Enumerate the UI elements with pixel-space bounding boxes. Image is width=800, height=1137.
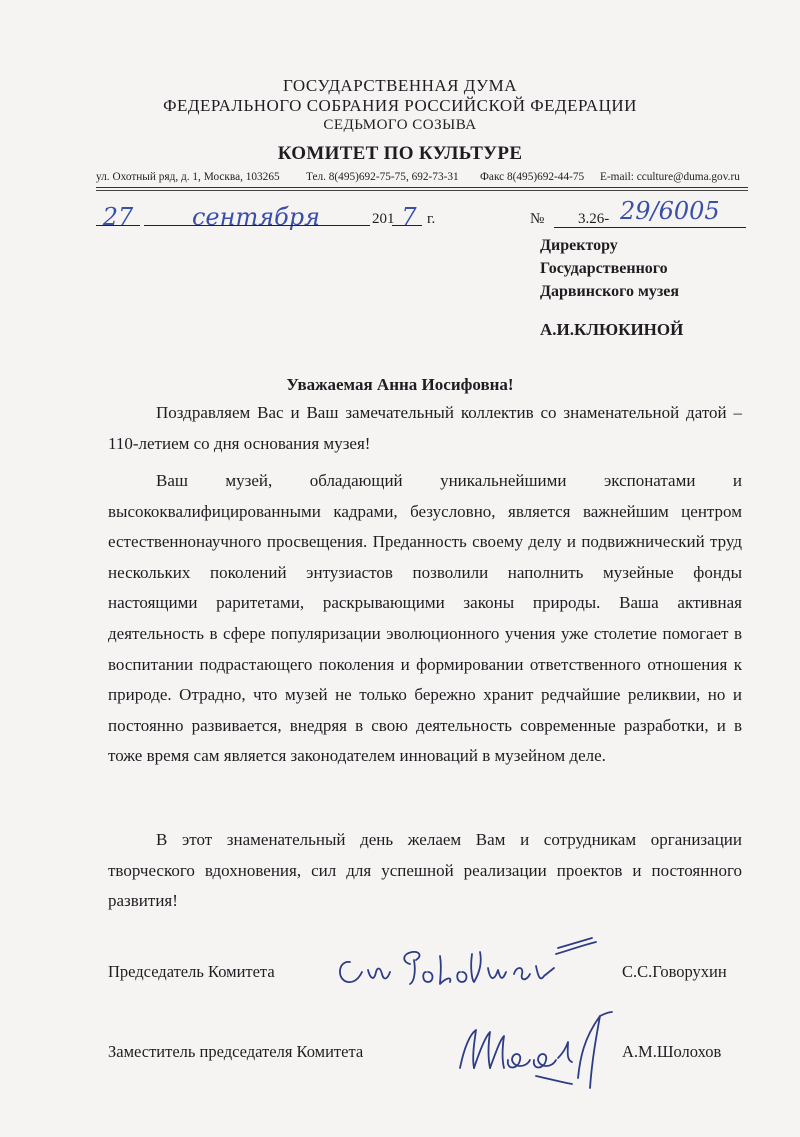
- date-day-underline: [96, 225, 140, 226]
- header-federal-assembly: ФЕДЕРАЛЬНОГО СОБРАНИЯ РОССИЙСКОЙ ФЕДЕРАЦИИ: [163, 96, 637, 115]
- paragraph-3: [108, 825, 742, 917]
- addressee-line-1: Директору: [540, 237, 618, 254]
- addressee-line-3: Дарвинского музея: [540, 283, 680, 300]
- paragraph-2: [108, 466, 742, 772]
- date-suffix: г.: [427, 211, 436, 227]
- date-day-handwritten: 27: [102, 203, 134, 231]
- paragraph-2-text: Ваш музей, обладающий уникальнейшими экспонатами и высококвалифицированными кадрами, безусловно, является важнейшим центром естественнонаучного просвещения. Преданность своему делу и подвижнический труд нескольких поколений энтузиастов позволили наполнить музейные фонды настоящими раритетами, раскрывающими законы природы. Ваша активная деятельность в сфере популяризации эволюционного учения уже столетие помогает в воспитании подрастающего поколения и формировании ответственного отношения к природе. Отрадно, что музей не только бережно хранит редчайшие реликвии, но и постоянно развивается, внедряя в свою деятельность современные разработки, и в тоже время сам является законодателем инноваций в музейном деле.: [108, 471, 742, 766]
- signature-role-chairman: Председатель Комитета: [108, 962, 275, 981]
- date-month-underline: [144, 225, 370, 226]
- salutation: Уважаемая Анна Иосифовна!: [286, 375, 514, 394]
- signature-name-chairman: С.С.Говорухин: [622, 962, 727, 981]
- signature-role-deputy: Заместитель председателя Комитета: [108, 1042, 364, 1061]
- addressee-line-2: Государственного: [540, 260, 668, 277]
- signature-name-deputy: А.М.Шолохов: [622, 1042, 722, 1061]
- paragraph-1-text: Поздравляем Вас и Ваш замечательный коллектив со знаменательной датой – 110-летием со дня основания музея!: [108, 403, 742, 453]
- chairman-signature: [330, 932, 600, 996]
- addressee-name: А.И.КЛЮКИНОЙ: [540, 320, 684, 339]
- date-year-underline: [392, 225, 422, 226]
- paragraph-3-text: В этот знаменательный день желаем Вам и сотрудникам организации творческого вдохновения, сил для успешной реализации проектов и постоянного развития!: [108, 830, 742, 911]
- number-sign: №: [530, 211, 545, 227]
- contact-address: ул. Охотный ряд, д. 1, Москва, 103265: [96, 171, 280, 183]
- paragraph-1: [108, 398, 742, 459]
- date-year-handwritten: 7: [401, 203, 417, 231]
- contact-fax: Факс 8(495)692-44-75: [480, 171, 585, 183]
- number-handwritten: 29/6005: [620, 197, 720, 225]
- header-convocation: СЕДЬМОГО СОЗЫВА: [323, 117, 477, 133]
- date-year-prefix: 201: [372, 211, 395, 227]
- contact-email: E-mail: cculture@duma.gov.ru: [600, 171, 740, 183]
- date-month-handwritten: сентября: [191, 203, 320, 231]
- header-duma: ГОСУДАРСТВЕННАЯ ДУМА: [283, 76, 517, 95]
- committee-title: КОМИТЕТ ПО КУЛЬТУРЕ: [277, 143, 523, 164]
- contact-phone: Тел. 8(495)692-75-75, 692-73-31: [306, 171, 459, 183]
- deputy-signature: [450, 998, 630, 1098]
- number-printed: 3.26-: [578, 211, 610, 227]
- header-rule-thin: [96, 190, 748, 191]
- header-rule-thick: [96, 187, 748, 188]
